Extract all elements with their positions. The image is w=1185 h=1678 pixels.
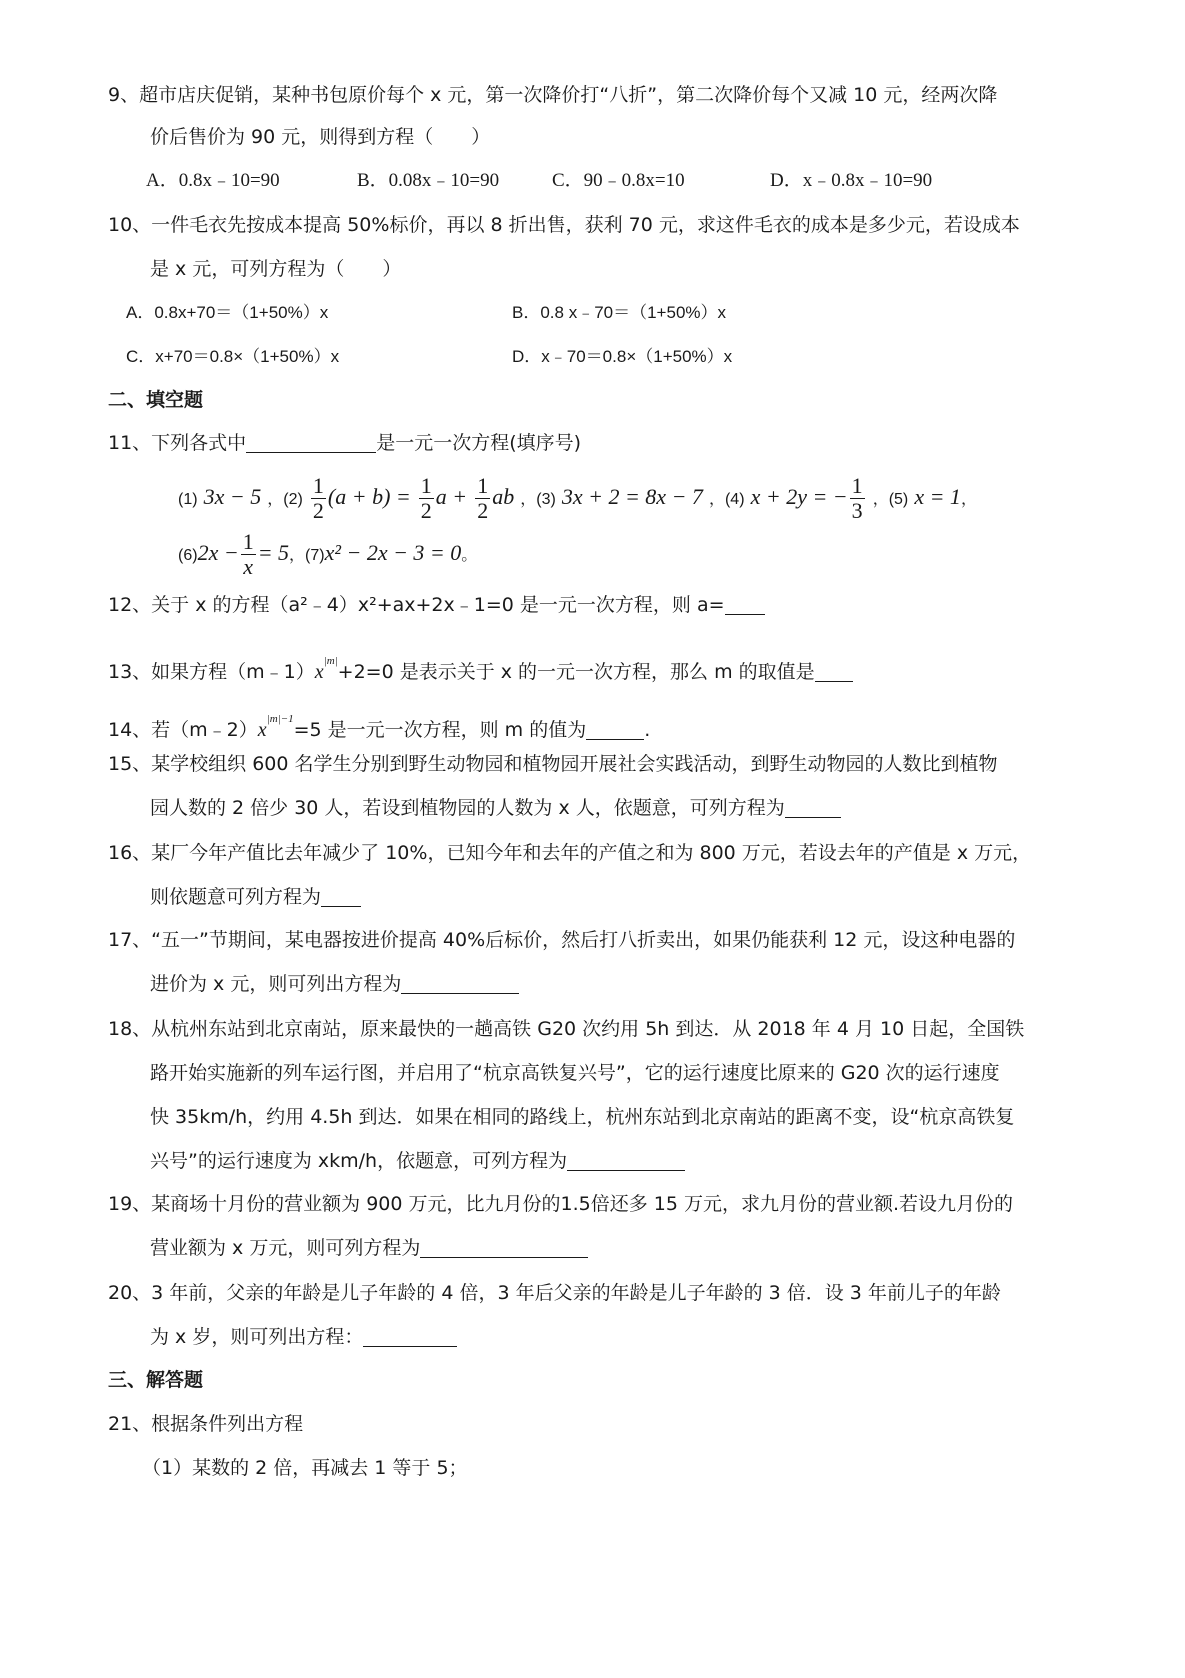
question-14-end: . bbox=[644, 719, 651, 741]
fraction-denominator: 2 bbox=[477, 498, 489, 523]
power-exponent: |m|−1 bbox=[266, 713, 294, 725]
expr-7: x² − 2x − 3 = 0 bbox=[324, 540, 462, 565]
answer-blank[interactable] bbox=[586, 719, 644, 740]
question-9-line-2: 价后售价为 90 元，则得到方程（ ） bbox=[150, 126, 491, 148]
answer-blank[interactable] bbox=[420, 1237, 588, 1258]
question-15-text: 园人数的 2 倍少 30 人，若设到植物园的人数为 x 人，依题意，可列方程为 bbox=[150, 797, 785, 819]
question-16-text: 则依题意可列方程为 bbox=[150, 886, 322, 908]
expr-label: ，(2) bbox=[267, 491, 303, 508]
question-9-line-1: 9、超市店庆促销，某种书包原价每个 x 元，第一次降价打“八折”，第二次降价每个又减 10 元，经两次降 bbox=[108, 84, 998, 106]
expr-1: 3x − 5 bbox=[203, 484, 262, 509]
question-20-line-1: 20、3 年前，父亲的年龄是儿子年龄的 4 倍，3 年后父亲的年龄是儿子年龄的 3 倍．设 3 年前儿子的年龄 bbox=[108, 1282, 1001, 1304]
question-9-option-c: C．90﹣0.8x=10 bbox=[552, 170, 685, 191]
expr-2-part-b: a + bbox=[435, 484, 468, 509]
expr-label: (6) bbox=[178, 547, 198, 564]
question-9-option-b: B．0.08x﹣10=90 bbox=[357, 170, 500, 191]
question-18-text: 兴号”的运行速度为 xkm/h，依题意，可列方程为 bbox=[150, 1150, 568, 1172]
question-11-stem bbox=[108, 430, 581, 456]
question-21-subquestion-1: （1）某数的 2 倍，再减去 1 等于 5； bbox=[142, 1457, 468, 1479]
power-base: x bbox=[314, 661, 324, 683]
expr-5: x = 1 bbox=[914, 484, 961, 509]
answer-blank[interactable] bbox=[246, 432, 376, 453]
question-18-line-2: 路开始实施新的列车运行图，并启用了“杭京高铁复兴号”，它的运行速度比原来的 G20 次的运行速度 bbox=[150, 1062, 1000, 1084]
question-11-suffix: 是一元一次方程(填序号) bbox=[376, 432, 582, 454]
question-10-option-a: A．0.8x+70＝（1+50%）x bbox=[126, 303, 329, 322]
answer-blank[interactable] bbox=[785, 797, 841, 818]
answer-blank[interactable] bbox=[321, 886, 361, 907]
fraction bbox=[311, 474, 326, 523]
question-20-text: 为 x 岁，则可列出方程： bbox=[150, 1326, 364, 1348]
fraction bbox=[241, 530, 256, 579]
question-11-expressions-row-2 bbox=[178, 526, 477, 580]
expr-6-part-b: = 5 bbox=[257, 540, 290, 565]
question-13-suffix: +2=0 是表示关于 x 的一元一次方程，那么 m 的取值是 bbox=[337, 661, 815, 683]
question-18-line-1: 18、从杭州东站到北京南站，原来最快的一趟高铁 G20 次约用 5h 到达．从 2018 年 4 月 10 日起，全国铁 bbox=[108, 1018, 1025, 1040]
expr-3: 3x + 2 = 8x − 7 bbox=[561, 484, 703, 509]
fraction-numerator: 1 bbox=[420, 473, 432, 498]
question-17-line-1: 17、“五一”节期间，某电器按进价提高 40%后标价，然后打八折卖出，如果仍能获利 12 元，设这种电器的 bbox=[108, 929, 1016, 951]
question-10-option-b: B．0.8 x﹣70＝（1+50%）x bbox=[512, 303, 727, 322]
expr-label: ， bbox=[960, 491, 977, 508]
question-12-text: 12、关于 x 的方程（a²﹣4）x²+ax+2x﹣1=0 是一元一次方程，则 a= bbox=[108, 594, 725, 616]
expr-2-part-a: (a + b) = bbox=[327, 484, 411, 509]
question-17-line-2 bbox=[150, 971, 519, 997]
fraction-denominator: 2 bbox=[312, 498, 324, 523]
question-20-line-2 bbox=[150, 1324, 457, 1350]
question-19-text: 营业额为 x 万元，则可列方程为 bbox=[150, 1237, 421, 1259]
question-10-line-1: 10、一件毛衣先按成本提高 50%标价，再以 8 折出售，获利 70 元，求这件毛衣的成本是多少元，若设成本 bbox=[108, 214, 1020, 236]
expr-4: x + 2y = − bbox=[750, 484, 848, 509]
question-17-text: 进价为 x 元，则可列出方程为 bbox=[150, 973, 402, 995]
fraction-denominator: 2 bbox=[420, 498, 432, 523]
power-base: x bbox=[257, 719, 267, 741]
expr-label: 。 bbox=[461, 547, 478, 564]
expr-6-part-a: 2x − bbox=[197, 540, 239, 565]
expr-label: ，(7) bbox=[289, 547, 325, 564]
expr-label: ，(5) bbox=[872, 491, 909, 508]
answer-blank[interactable] bbox=[725, 594, 765, 615]
question-19-line-2 bbox=[150, 1235, 588, 1261]
expr-2-part-c: ab bbox=[492, 484, 515, 509]
question-15-line-2 bbox=[150, 795, 841, 821]
question-14-prefix: 14、若（m﹣2） bbox=[108, 719, 258, 741]
question-13 bbox=[108, 648, 853, 685]
question-19-line-1: 19、某商场十月份的营业额为 900 万元，比九月份的1.5倍还多 15 万元，求九月份的营业额.若设九月份的 bbox=[108, 1193, 1014, 1215]
fraction bbox=[419, 474, 434, 523]
question-11-prefix: 11、下列各式中 bbox=[108, 432, 247, 454]
fraction-numerator: 1 bbox=[242, 529, 254, 554]
question-9-option-d: D．x﹣0.8x﹣10=90 bbox=[770, 170, 933, 191]
question-18-line-3: 快 35km/h，约用 4.5h 到达．如果在相同的路线上，杭州东站到北京南站的距离不变，设“杭京高铁复 bbox=[150, 1106, 1015, 1128]
question-14-suffix: =5 是一元一次方程，则 m 的值为 bbox=[293, 719, 587, 741]
question-14 bbox=[108, 706, 650, 743]
answer-blank[interactable] bbox=[567, 1150, 685, 1171]
question-11-expressions-row-1 bbox=[178, 470, 977, 524]
question-21-title: 21、根据条件列出方程 bbox=[108, 1413, 304, 1435]
power-exponent: |m| bbox=[323, 655, 338, 667]
answer-blank[interactable] bbox=[401, 973, 519, 994]
question-12 bbox=[108, 592, 765, 618]
question-18-line-4 bbox=[150, 1148, 685, 1174]
fraction-denominator: 3 bbox=[851, 498, 863, 523]
question-9-option-a: A．0.8x﹣10=90 bbox=[146, 170, 280, 191]
fraction-denominator: x bbox=[243, 554, 254, 579]
fraction-numerator: 1 bbox=[312, 473, 324, 498]
expr-label: ，(3) bbox=[520, 491, 556, 508]
question-10-option-c: C．x+70＝0.8×（1+50%）x bbox=[126, 347, 340, 366]
question-10-option-d: D．x﹣70＝0.8×（1+50%）x bbox=[512, 347, 733, 366]
answer-blank[interactable] bbox=[815, 661, 853, 682]
fraction bbox=[475, 474, 490, 523]
answer-blank[interactable] bbox=[363, 1326, 457, 1347]
question-10-line-2: 是 x 元，可列方程为（ ） bbox=[150, 258, 402, 280]
question-13-prefix: 13、如果方程（m﹣1） bbox=[108, 661, 315, 683]
question-15-line-1: 15、某学校组织 600 名学生分别到野生动物园和植物园开展社会实践活动，到野生动物园的人数比到植物 bbox=[108, 753, 998, 775]
fraction bbox=[850, 474, 865, 523]
section-heading-solve: 三、解答题 bbox=[108, 1369, 204, 1391]
question-16-line-2 bbox=[150, 884, 361, 910]
section-heading-fill-in: 二、填空题 bbox=[108, 389, 204, 411]
expr-label: ，(4) bbox=[708, 491, 745, 508]
expr-label: (1) bbox=[178, 491, 198, 508]
fraction-numerator: 1 bbox=[851, 473, 863, 498]
question-16-line-1: 16、某厂今年产值比去年减少了 10%，已知今年和去年的产值之和为 800 万元，若设去年的产值是 x 万元， bbox=[108, 842, 1032, 864]
fraction-numerator: 1 bbox=[477, 473, 489, 498]
